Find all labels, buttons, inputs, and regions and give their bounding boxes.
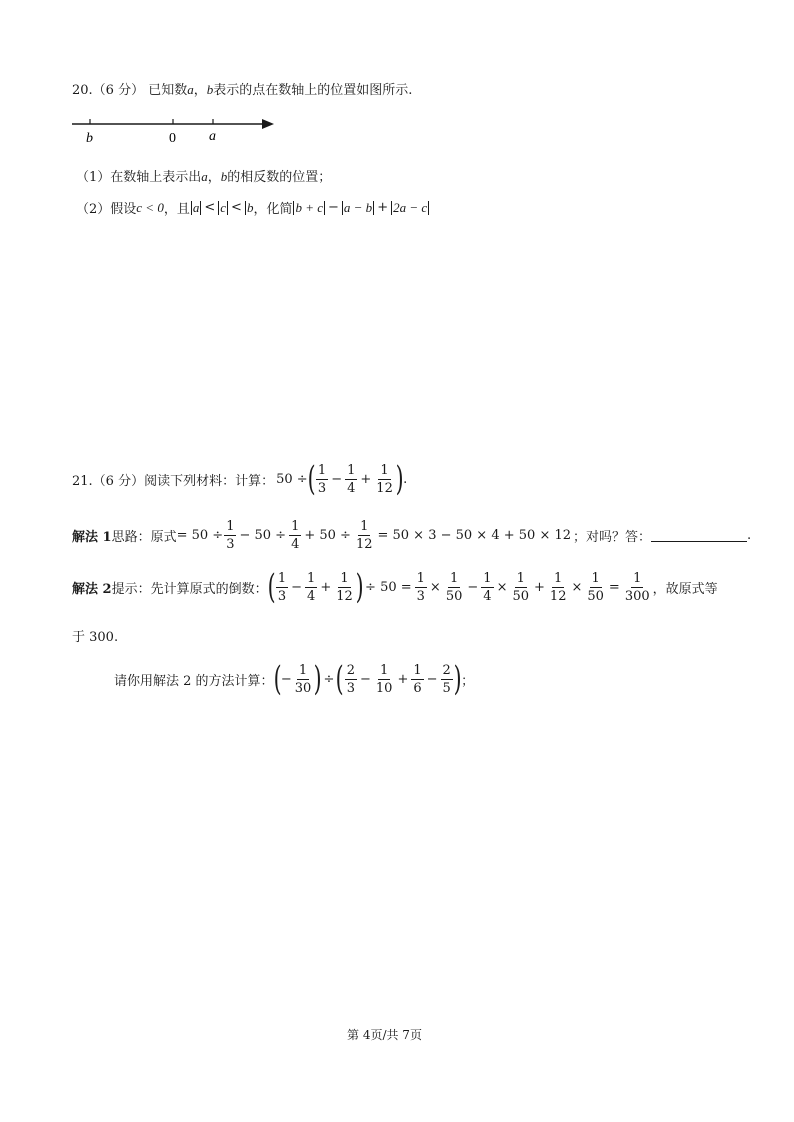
minus: − (331, 471, 343, 487)
fraction (224, 520, 236, 551)
part2-mid: ，且 (163, 202, 190, 217)
fraction (374, 664, 395, 695)
plus: + (534, 579, 545, 595)
numerator: 1 (277, 570, 287, 586)
abs-bar (200, 201, 201, 215)
abs-bar (293, 201, 294, 215)
fraction (510, 572, 531, 603)
abs-bar (373, 201, 374, 215)
part1-b: b (220, 169, 228, 184)
fraction (415, 572, 427, 603)
denominator: 4 (483, 588, 492, 604)
method2-label: 解法 2 (72, 581, 112, 597)
numerator: 1 (307, 570, 316, 586)
minus: − (280, 671, 292, 687)
denominator: 12 (336, 588, 353, 604)
numerator: 1 (298, 662, 308, 678)
plus: + (360, 471, 372, 487)
denominator: 12 (549, 588, 567, 604)
number-line (0, 110, 794, 150)
plus: + (397, 671, 409, 687)
denominator: 4 (291, 537, 300, 552)
fraction (316, 464, 328, 495)
part1-a: a (201, 169, 208, 184)
minus: − (291, 579, 303, 595)
times: × (496, 579, 508, 595)
abs-bar (342, 201, 343, 215)
fraction (354, 520, 375, 551)
q20-number: 20.（6 分） (72, 83, 145, 98)
abs-bar (218, 201, 219, 215)
abs-bar (191, 201, 192, 215)
numberline-label-0: 0 (169, 131, 176, 146)
method2-text: 提示：先计算原式的倒数： (111, 581, 268, 597)
part1-post: 的相反数的位置； (227, 170, 332, 185)
var-a: a (187, 82, 194, 97)
denominator: 10 (375, 680, 393, 696)
q21-method2-line2: 于 300. (72, 630, 119, 645)
method2-tail: ，故原式等 (652, 581, 718, 597)
denominator: 50 (445, 588, 463, 604)
numerator: 1 (416, 570, 425, 586)
denominator: 6 (413, 680, 422, 696)
q21-stem (72, 459, 408, 499)
minus: − (467, 579, 479, 595)
denominator: 12 (355, 537, 373, 552)
q21-lead: 50 ÷ (276, 471, 308, 487)
numerator: 1 (291, 519, 300, 534)
method1-rest: = 50 × 3 − 50 × 4 + 50 × 12 (377, 528, 572, 543)
semicolon: ； (461, 673, 475, 689)
numerator: 1 (591, 570, 600, 586)
q21-method2 (72, 567, 718, 607)
divide: ÷ (323, 671, 335, 687)
denominator: 30 (294, 680, 312, 696)
paren-open: ( (336, 659, 345, 699)
abs-bar (428, 201, 429, 215)
q21-task (114, 659, 475, 699)
denominator: 3 (226, 537, 235, 552)
paren-close: ) (355, 567, 364, 607)
part2-pre: （2）假设 (76, 202, 137, 217)
denominator: 50 (587, 588, 604, 604)
denominator: 50 (512, 588, 530, 604)
period: . (403, 471, 408, 487)
paren-close: ) (313, 659, 322, 699)
q20-stem-pre: 已知数 (148, 83, 188, 98)
div-50-eq: ÷ 50 = (365, 579, 412, 595)
fraction (585, 572, 606, 603)
part2-cond: c < 0 (136, 199, 164, 215)
q20-stem (72, 79, 412, 98)
abs-bar (227, 201, 228, 215)
part2-c: c (220, 199, 227, 215)
plus-50-div: + 50 ÷ (304, 528, 351, 543)
abs-bar (391, 201, 392, 215)
denominator: 5 (442, 680, 451, 696)
paren-open: ( (267, 567, 276, 607)
method1-ask: ；对吗？答： (573, 530, 652, 545)
method1-label: 解法 1 (72, 530, 112, 545)
fraction (623, 572, 652, 603)
part2-simplify: ，化简 (253, 202, 293, 217)
fraction (305, 572, 317, 603)
denominator: 3 (317, 480, 327, 496)
numerator: 1 (483, 570, 492, 586)
numerator: 1 (449, 570, 459, 586)
numberline-label-a: a (209, 129, 216, 144)
denominator: 12 (376, 480, 393, 496)
answer-blank[interactable] (651, 529, 747, 542)
part2-b: b (246, 199, 254, 215)
denominator: 4 (347, 480, 356, 496)
numerator: 1 (226, 519, 235, 534)
plus: + (377, 200, 389, 215)
plus: + (320, 579, 332, 595)
paren-close: ) (453, 659, 462, 699)
times: × (429, 579, 441, 595)
fraction (289, 520, 301, 551)
var-b: b (206, 82, 214, 97)
numerator: 1 (554, 570, 563, 586)
minus-50-div: − 50 ÷ (239, 528, 287, 543)
denominator: 3 (277, 588, 287, 604)
fraction (276, 572, 288, 603)
q21-number: 21.（6 分）阅读下列材料：计算： (72, 473, 275, 489)
part1-comma: ， (207, 170, 221, 185)
minus: − (426, 671, 438, 687)
method1-text: 思路：原式 (111, 530, 177, 545)
lt: < (204, 200, 216, 215)
fraction (345, 664, 357, 695)
period: . (747, 528, 752, 543)
part1-pre: （1）在数轴上表示出 (76, 170, 202, 185)
numerator: 1 (413, 662, 422, 678)
q21-method1 (72, 520, 751, 551)
number-line-arrow (262, 119, 274, 129)
expr-2a-minus-c: 2a − c (393, 199, 428, 215)
q20-part2 (76, 198, 430, 217)
numerator: 1 (317, 462, 327, 478)
fraction (444, 572, 465, 603)
q20-part1 (76, 166, 331, 185)
numerator: 1 (516, 570, 525, 586)
fraction (441, 664, 453, 695)
paren-open: ( (307, 459, 316, 499)
comma: ， (193, 83, 207, 98)
task-text: 请你用解法 2 的方法计算： (114, 673, 274, 689)
fraction (411, 664, 423, 695)
denominator: 3 (346, 680, 355, 696)
paren-open: ( (273, 659, 282, 699)
minus: − (359, 671, 371, 687)
numerator: 1 (340, 570, 349, 586)
numerator: 2 (442, 662, 451, 678)
expr-a-minus-b: a − b (343, 199, 373, 215)
denominator: 300 (624, 588, 650, 604)
q20-stem-post: 表示的点在数轴上的位置如图所示. (213, 83, 413, 98)
numerator: 2 (346, 662, 355, 678)
fraction (374, 464, 395, 495)
numerator: 1 (380, 662, 389, 678)
numerator: 1 (633, 570, 642, 586)
numerator: 1 (347, 462, 356, 478)
fraction (548, 572, 569, 603)
abs-bar (324, 201, 325, 215)
numerator: 1 (380, 462, 389, 478)
fraction (293, 664, 314, 695)
equals: = (608, 579, 620, 595)
denominator: 3 (416, 588, 425, 604)
fraction (334, 572, 355, 603)
lt: < (231, 200, 242, 215)
numberline-label-b: b (86, 131, 93, 146)
paren-close: ) (395, 459, 404, 499)
expr-b-plus-c: b + c (295, 199, 323, 215)
minus: − (328, 200, 339, 215)
fraction (345, 464, 357, 495)
part2-a: a (192, 199, 200, 215)
numerator: 1 (360, 519, 369, 534)
fraction (481, 572, 493, 603)
denominator: 4 (307, 588, 316, 604)
page-footer: 第 4页/共 7页 (347, 1028, 422, 1042)
method1-eq-start: = 50 ÷ (176, 528, 224, 543)
times: × (571, 579, 583, 595)
abs-bar (245, 201, 246, 215)
